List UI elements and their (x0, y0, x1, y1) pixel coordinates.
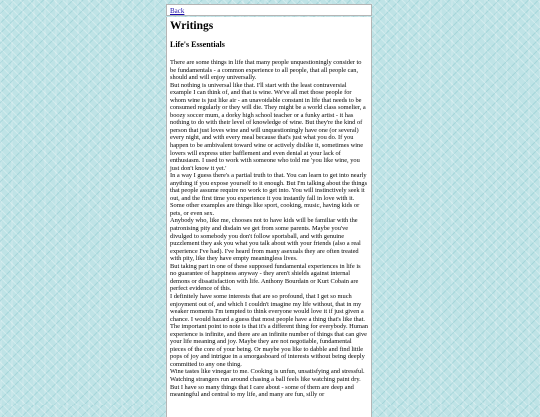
article-paragraph: But nothing is universal like that. I'll start with the least contraversial example I can think of, and that is wine. We've all met those people for whom wine is just like air - an unavoidable constant in life that needs to be consumed regularly or they will die. They might be a world class somelier, a boozy soccer mum, a dorky high school teacher or a funky artist - it has nothing to do with their level of knowledge of wine. But they're the kind of person that just loves wine and will unquestioningly have one (or several) every night, and with every meal because that's just what you do. If you happen to be ambivalent toward wine or actively dislike it, sometimes wine lovers will express utter bafflement and even denial at your lack of enthusiasm. I used to work with someone who told me 'you like wine, you just don't know it yet.' (170, 81, 366, 172)
section-title: Life's Essentials (170, 40, 225, 49)
article-paragraph: Wine tastes like vinegar to me. Cooking is unfun, unsatisfying and stressful. Watching strangers run around chasing a ball feels like watching paint dry. But I have so many things that I care about - some of them are deep and meaningful and central to my life, and many are fun, silly or (170, 368, 365, 399)
article-paragraph: Anybody who, like me, chooses not to have kids will be familiar with the patronising pity and disdain we get from some parents. Maybe you've divulged to somebody you don't follow sportsball, and with genuine puzzlement they ask you what you talk about with your friends (also a real experience I've had). I've heard from many asexuals they are often treated with pity, like they have empty meaningless lives. (170, 217, 361, 263)
article-paragraph: In a way I guess there's a partial truth to that. You can learn to get into nearly anything if you expose yourself to it enough. But I'm talking about the things that people assume require no work to get into. You will instinctively seek it out, and the first time you experience it you instantly fall in love with it. (170, 172, 368, 202)
article-body (170, 59, 368, 399)
content-panel (166, 17, 372, 417)
article-paragraph: There are some things in life that many people unquestioningly consider to be fundamentals - a common experience to all people, that all people can, should and will enjoy universally. (170, 59, 362, 82)
article-paragraph: Some other examples are things like sport, cooking, music, having kids or pets, or even sex. (170, 202, 360, 217)
nav-bar (166, 4, 372, 16)
article-paragraph: I definitely have some interests that are so profound, that I get so much enjoyment out of, and which I couldn't imagine my life without, that in my weaker moments I'm tempted to think everyone would love it if just given a chance. I would hazard a guess that most people have a thing that's like that. The important point to note is that it's a different thing for everybody. Human experience is infinite, and there are an infinite number of things that can give your life meaning and joy. Maybe they are not negotiable, fundamental pieces of the core of your being. Or maybe you like to dabble and find little pops of joy and intrigue in a smorgasboard of interests without being deeply committed to any one thing. (170, 292, 368, 368)
back-link[interactable]: Back (170, 7, 185, 15)
article-paragraph: But taking part in one of these supposed fundamental experiences in life is no guarantee of happiness anyway - they aren't shields against internal demons or dissatisfaction with life. Anthony Bourdain or Kurt Cobain are perfect evidence of this. (170, 262, 361, 293)
page-title: Writings (170, 20, 214, 32)
